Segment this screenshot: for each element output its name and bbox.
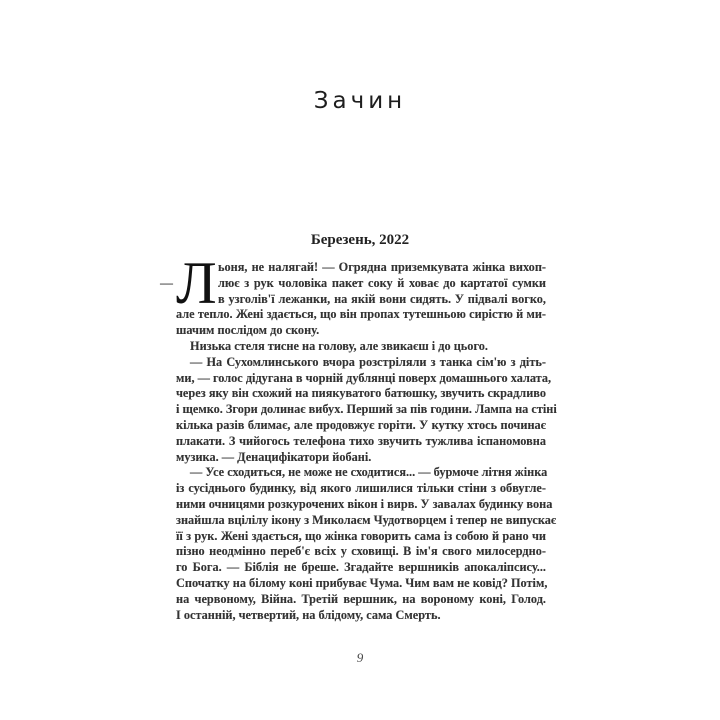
text-line: музика. — Денацифікатори йобані.: [176, 449, 372, 464]
text-line: ними очницями розкурочених вікон і вирв. У завалах будинку вона: [176, 496, 553, 511]
paragraph: [176, 260, 546, 339]
text-line: знайшла вцілілу ікону з Миколаєм Чудотворцем і тепер не випускає: [176, 512, 557, 527]
chapter-title: Зачин: [313, 88, 407, 114]
text-line: шачим послідом до скону.: [176, 323, 320, 338]
text-line: і щемко. Згори долинає вибух. Перший за пів години. Лампа на стіні: [176, 402, 557, 417]
text-line: із сусіднього будинку, від якого лишилися тільки стіни з обвугле-: [176, 481, 546, 496]
text-line: через яку він схожий на пиякуватого батюшку, звучить скрадливо: [176, 386, 546, 401]
text-line: І останній, четвертий, на блідому, сама Смерть.: [176, 607, 441, 622]
text-line: ми, — голос дідугана в чорній дублянці поверх домашнього халата,: [176, 370, 552, 385]
text-line: — На Сухомлинського вчора розстріляли з танка сім'ю з діть-: [190, 354, 546, 369]
text-line: — Усе сходиться, не може не сходитися... — бурмоче літня жінка: [190, 465, 548, 480]
text-line: Спочатку на білому коні прибуває Чума. Чим вам не ковід? Потім,: [176, 575, 548, 590]
paragraph: [176, 339, 546, 355]
text-line: на червоному, Війна. Третій вершник, на вороному коні, Голод.: [176, 591, 546, 606]
text-line: пізно неодмінно переб'є всіх у сховищі. В ім'я свого милосердно-: [176, 544, 546, 559]
text-line: Низька стеля тисне на голову, але звикаєш і до цього.: [190, 338, 488, 353]
drop-cap-letter: Л: [176, 250, 217, 316]
page-number: 9: [356, 650, 364, 665]
text-line: плакати. З чийогось телефона тихо звучить тужлива іспаномовна: [176, 433, 546, 448]
text-line: її з рук. Жені здається, що жінка говорить сама із собою й рано чи: [176, 528, 546, 543]
section-heading: Березень, 2022: [310, 232, 410, 248]
text-line: кілька разів блимає, але продовжує горіти. У кутку хтось починає: [176, 417, 546, 432]
paragraph: [176, 354, 557, 466]
paragraph: [176, 465, 557, 623]
body-text: [176, 260, 557, 623]
drop-cap-dash: —: [160, 275, 173, 290]
text-line: в узголів'ї лежанки, на якій вони сидять. У підвалі вогко,: [218, 291, 546, 306]
text-line: ьоня, не налягай! — Огрядна приземкувата жінка вихоп-: [218, 260, 546, 274]
text-line: лює з рук чоловіка пакет соку й ховає до картатої сумки: [218, 275, 546, 290]
text-line: але тепло. Жені здається, що він пропах тутешньою сирістю й ми-: [176, 307, 546, 322]
text-line: го Бога. — Біблія не бреше. Згадайте вершників апокаліпсису...: [176, 560, 546, 575]
